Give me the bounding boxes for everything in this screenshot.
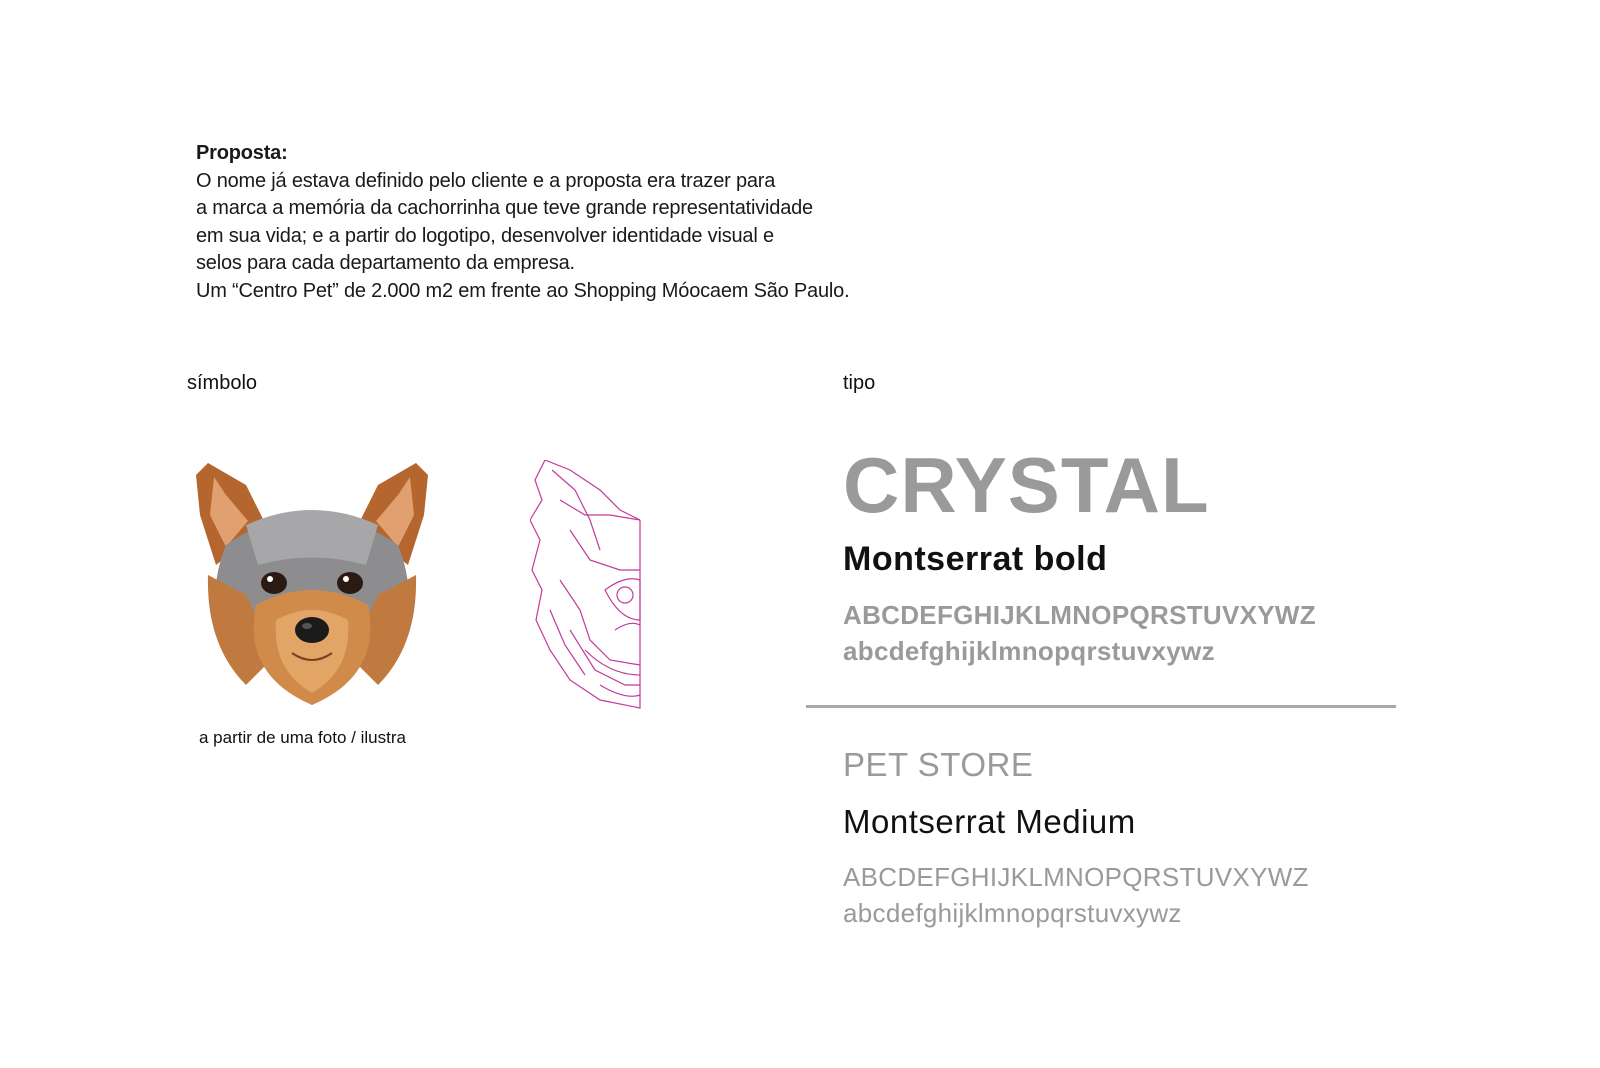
secondary-font-name: Montserrat Medium [843,803,1136,840]
divider [806,705,1396,708]
symbol-caption: a partir de uma foto / ilustra [199,728,406,747]
proposal-line: em sua vida; e a partir do logotipo, desenvolver identidade visual e [196,224,774,247]
primary-font-lowercase: abcdefghijklmnopqrstuvxywz [843,636,1215,666]
proposal-line: a marca a memória da cachorrinha que teve grande representatividade [196,197,813,219]
proposal-line: Um “Centro Pet” de 2.000 m2 em frente ao Shopping Móocaem São Paulo. [196,279,850,302]
symbol-section-label: símbolo [187,372,258,394]
proposal-line: O nome já estava definido pelo cliente e a proposta era trazer para [196,169,776,192]
proposal-line: selos para cada departamento da empresa. [196,252,575,274]
secondary-font-uppercase: ABCDEFGHIJKLMNOPQRSTUVXYWZ [843,862,1309,892]
yorkshire-terrier-face-icon [186,455,438,715]
brand-sample-pet-store: PET STORE [843,746,1034,783]
proposal-heading: Proposta: [196,142,288,164]
dog-line-drawing-icon [530,460,660,710]
primary-font-name: Montserrat bold [843,540,1108,578]
brand-sample-crystal: CRYSTAL [843,441,1210,529]
proposal-text [196,140,956,305]
type-section-label: tipo [843,372,876,394]
secondary-font-lowercase: abcdefghijklmnopqrstuvxywz [843,898,1182,928]
primary-font-uppercase: ABCDEFGHIJKLMNOPQRSTUVXYWZ [843,600,1316,630]
